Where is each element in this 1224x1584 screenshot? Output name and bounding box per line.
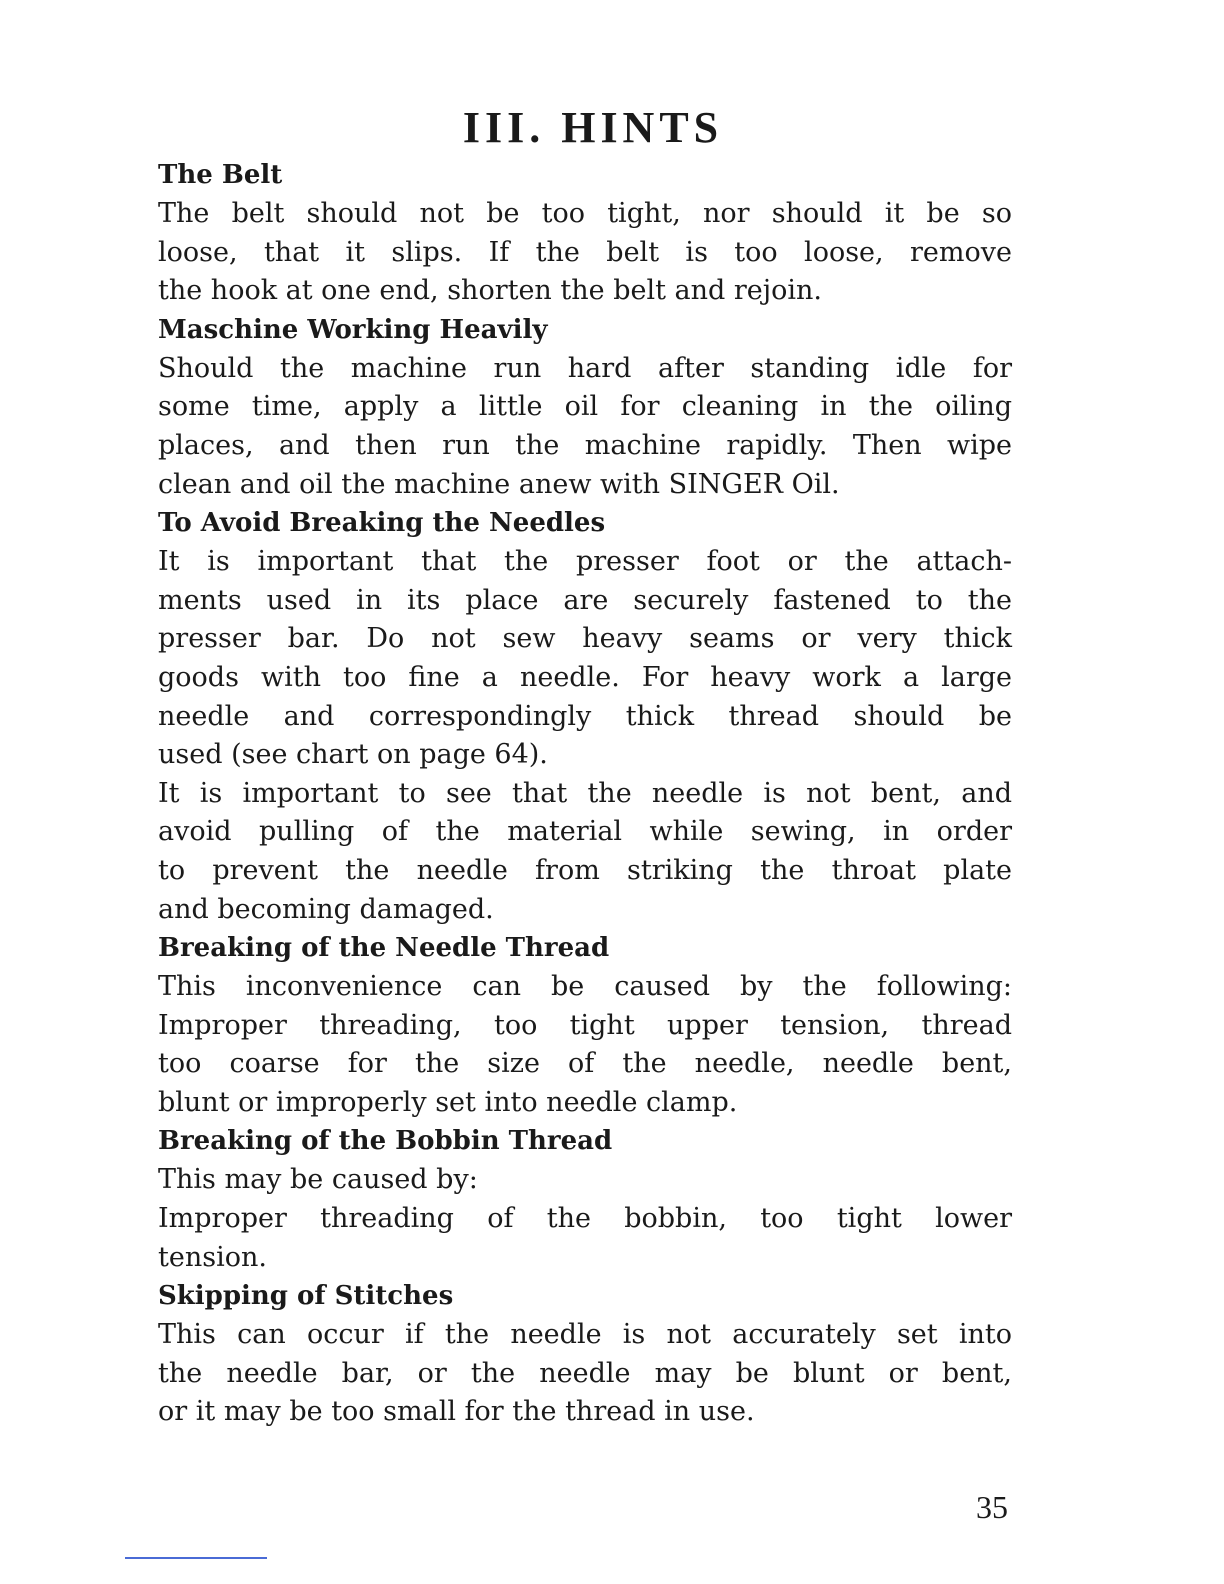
body-line: to prevent the needle from striking the throat plate (158, 854, 1012, 886)
body-line: and becoming damaged. (158, 893, 494, 925)
section-heading: To Avoid Breaking the Needles (158, 508, 606, 539)
section-breaking-needle-thread (158, 929, 1012, 1122)
section-heading: Breaking of the Bobbin Thread (158, 1126, 613, 1157)
section-body (158, 1316, 1012, 1432)
footer-rule (125, 1557, 267, 1559)
section-heading: Maschine Working Heavily (158, 314, 548, 345)
body-line: blunt or improperly set into needle clamp. (158, 1086, 738, 1118)
body-line: needle and correspondingly thick thread should be (158, 700, 1012, 732)
body-line: This can occur if the needle is not accurately set into (158, 1319, 1012, 1351)
body-line: Improper threading, too tight upper tension, thread (158, 1009, 1012, 1041)
body-line: tension. (158, 1241, 267, 1273)
body-line: It is important to see that the needle is not bent, and (158, 777, 1012, 809)
section-breaking-bobbin-thread (158, 1122, 1012, 1277)
body-line: clean and oil the machine anew with SINGER Oil. (158, 468, 840, 500)
section-body (158, 195, 1012, 311)
body-line: presser bar. Do not sew heavy seams or very thick (158, 623, 1012, 655)
body-line: This may be caused by: (158, 1164, 478, 1196)
body-line: It is important that the presser foot or the attach- (158, 546, 1012, 578)
page-number: 35 (976, 1489, 1008, 1525)
section-belt (158, 156, 1012, 311)
section-body (158, 1161, 1012, 1277)
body-line: some time, apply a little oil for cleaning in the oiling (158, 391, 1012, 423)
section-machine-working-heavily (158, 311, 1012, 504)
body-line: the hook at one end, shorten the belt and rejoin. (158, 275, 823, 307)
section-body (158, 543, 1012, 929)
body-line: too coarse for the size of the needle, needle bent, (158, 1048, 1012, 1080)
section-heading: Breaking of the Needle Thread (158, 933, 610, 964)
section-avoid-breaking-needles (158, 504, 1012, 929)
body-line: avoid pulling of the material while sewing, in order (158, 816, 1012, 848)
body-line: or it may be too small for the thread in use. (158, 1396, 755, 1428)
body-line: used (see chart on page 64). (158, 739, 548, 771)
body-line: loose, that it slips. If the belt is too loose, remove (158, 236, 1012, 268)
section-heading: The Belt (158, 160, 283, 190)
body-line: This inconvenience can be caused by the following: (158, 971, 1012, 1003)
body-line: ments used in its place are securely fastened to the (158, 584, 1012, 616)
body-line: the needle bar, or the needle may be blunt or bent, (158, 1357, 1012, 1389)
body-line: goods with too fine a needle. For heavy work a large (158, 661, 1012, 693)
section-heading: Skipping of Stitches (158, 1281, 454, 1312)
page-title: III. HINTS (462, 103, 724, 152)
section-skipping-stitches (158, 1277, 1012, 1432)
section-body (158, 350, 1012, 504)
body-line: places, and then run the machine rapidly. Then wipe (158, 429, 1012, 461)
body-line: Improper threading of the bobbin, too tight lower (158, 1203, 1012, 1235)
body-line: Should the machine run hard after standing idle for (158, 352, 1012, 384)
body-line: The belt should not be too tight, nor should it be so (158, 198, 1012, 229)
manual-page (158, 100, 1012, 1432)
section-body (158, 968, 1012, 1122)
